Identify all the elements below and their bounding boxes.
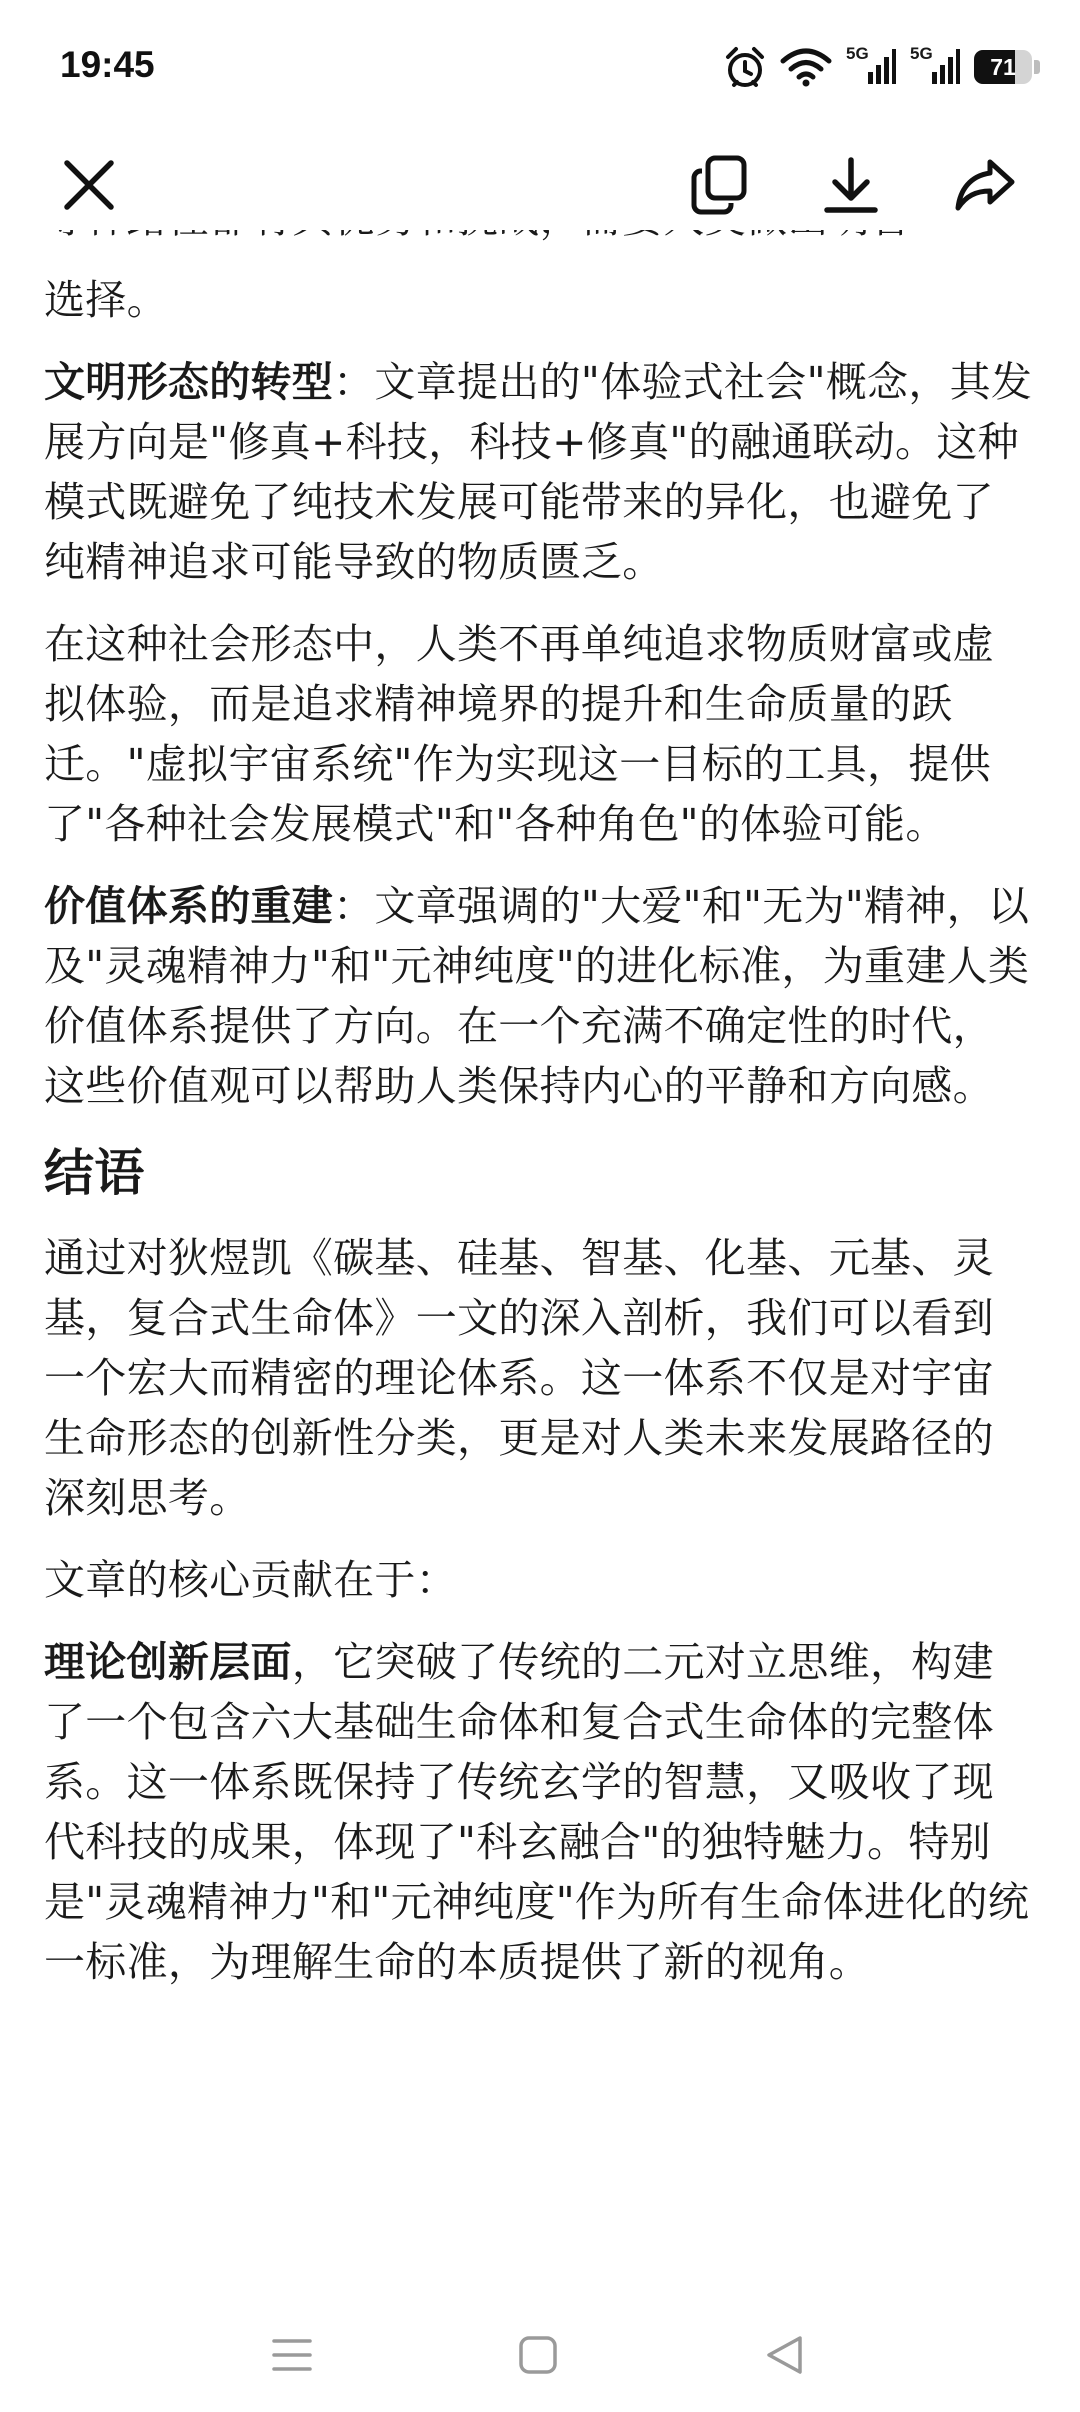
- share-button[interactable]: [940, 140, 1030, 230]
- home-icon: [518, 2335, 558, 2375]
- paragraph-text: ，它突破了传统的二元对立思维，构建了一个包含六大基础生命体和复合式生命体的完整体系。这一体系既保持了传统玄学的智慧，又吸收了现代科技的成果，体现了"科玄融合"的独特魅力。特别是"灵魂精神力"和"元神纯度"作为所有生命体进化的统一标准，为理解生命的本质提供了新的视角。: [44, 1638, 1030, 1986]
- paragraph-choice: 选择。: [44, 276, 168, 324]
- signal-5g-icon: [910, 46, 960, 88]
- back-button[interactable]: [744, 2320, 824, 2390]
- status-bar: [0, 0, 1080, 140]
- paragraph-text: ：文章提出的"体验式社会"概念，其发展方向是"修真+科技，科技+修真"的融通联动。这种模式既避免了纯技术发展可能带来的异化，也避免了纯精神追求可能导致的物质匮乏。: [44, 358, 1033, 586]
- navigation-bar: [0, 2300, 1080, 2412]
- status-time: 19:45: [60, 44, 155, 85]
- copy-icon: [690, 155, 748, 215]
- paragraph-theory: [44, 1632, 1034, 1992]
- back-icon: [764, 2334, 804, 2376]
- alarm-icon: [724, 45, 766, 89]
- top-toolbar: [0, 140, 1080, 230]
- paragraph-bold-lead: 价值体系的重建: [44, 882, 334, 930]
- paragraph-civilization: [44, 352, 1034, 592]
- close-button[interactable]: [44, 140, 134, 230]
- paragraph-bold-lead: 文明形态的转型: [44, 358, 334, 406]
- network-label-1: 5G: [846, 44, 869, 63]
- menu-button[interactable]: [252, 2320, 332, 2390]
- battery-level: 71: [990, 54, 1016, 80]
- close-icon: [61, 157, 117, 213]
- menu-icon: [271, 2336, 313, 2374]
- paragraph-text: ：文章强调的"大爱"和"无为"精神，以及"灵魂精神力"和"元神纯度"的进化标准，为重建人类价值体系提供了方向。在一个充满不确定性的时代，这些价值观可以帮助人类保持内心的平静和方向感。: [44, 882, 1030, 1110]
- signal-5g-icon: [846, 46, 896, 88]
- paragraph-society: 在这种社会形态中，人类不再单纯追求物质财富或虚拟体验，而是追求精神境界的提升和生命质量的跃迁。"虚拟宇宙系统"作为实现这一目标的工具，提供了"各种社会发展模式"和"各种角色"的体验可能。: [44, 620, 994, 848]
- paragraph-values: [44, 876, 1034, 1116]
- download-button[interactable]: [806, 140, 896, 230]
- wifi-icon: [780, 47, 832, 87]
- paragraph-contribution: 文章的核心贡献在于：: [44, 1556, 457, 1604]
- copy-button[interactable]: [674, 140, 764, 230]
- home-button[interactable]: [498, 2320, 578, 2390]
- network-label-2: 5G: [910, 44, 933, 63]
- paragraph-conclusion: 通过对狄煜凯《碳基、硅基、智基、化基、元基、灵基，复合式生命体》一文的深入剖析，我们可以看到一个宏大而精密的理论体系。这一体系不仅是对宇宙生命形态的创新性分类，更是对人类未来发展路径的深刻思考。: [44, 1234, 994, 1522]
- status-icons: [724, 42, 1040, 92]
- article-content: [44, 210, 1034, 2240]
- battery-icon: [974, 50, 1040, 84]
- share-icon: [954, 158, 1016, 212]
- section-heading: 结语: [44, 1144, 145, 1202]
- paragraph-bold-lead: 理论创新层面: [44, 1638, 292, 1686]
- download-icon: [823, 156, 879, 214]
